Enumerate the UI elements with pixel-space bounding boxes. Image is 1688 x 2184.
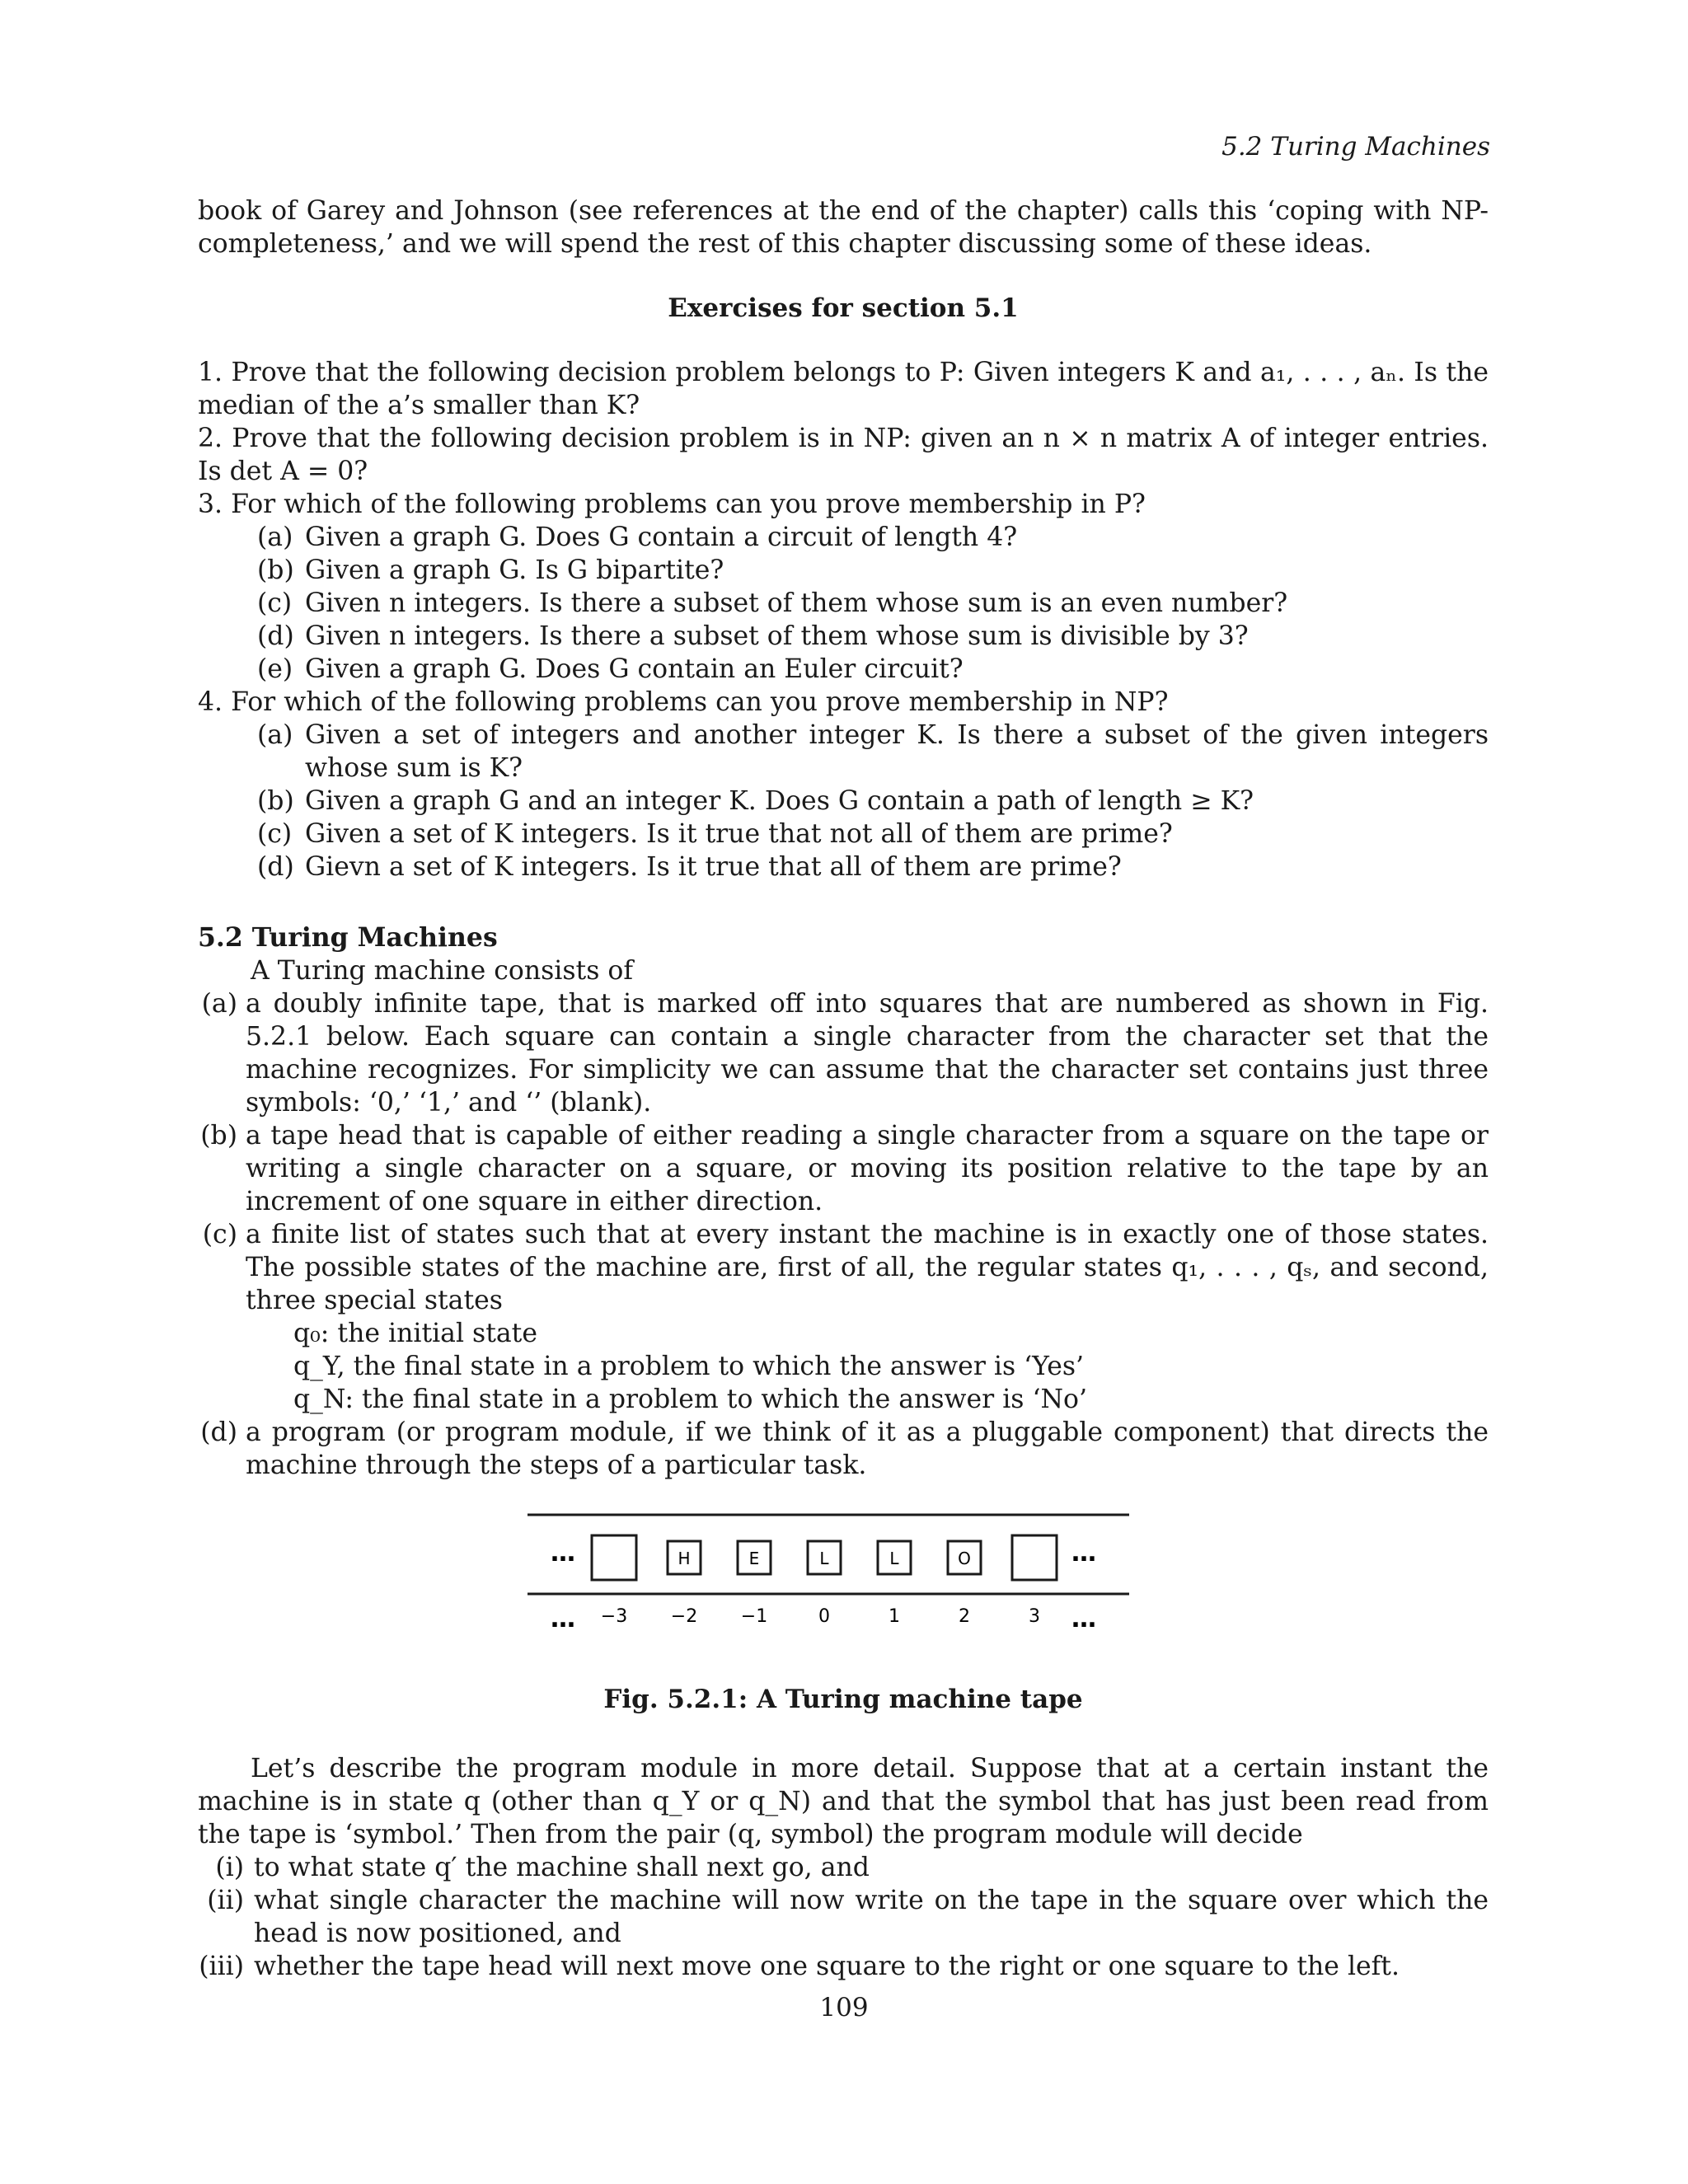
exercise-3d bbox=[257, 620, 1489, 653]
page-content bbox=[198, 194, 1489, 1983]
sub-label: (c) bbox=[257, 819, 293, 849]
sub-label: (c) bbox=[257, 588, 293, 618]
item-text: a doubly infinite tape, that is marked off into squares that are numbered as shown in Fig. 5.2.1 below. Each square can contain a single character from the character set that the machine recognizes. For simplicity we can assume that the character set contains just three symbols: ‘0,’ ‘1,’ and ‘’ (blank). bbox=[246, 989, 1489, 1118]
exercise-3 bbox=[198, 488, 1489, 686]
sub-text: Given n integers. Is there a subset of them whose sum is divisible by 3? bbox=[305, 621, 1249, 651]
sub-label: (d) bbox=[257, 852, 294, 882]
item-text: a finite list of states such that at every instant the machine is in exactly one of those states. The possible states of the machine are, first of all, the regular states q₁, . . . , qₛ, and second, three special states bbox=[246, 1220, 1489, 1315]
component-tape bbox=[198, 987, 1489, 1119]
exercises-heading: Exercises for section 5.1 bbox=[668, 293, 1019, 323]
tape-index-label: 0 bbox=[818, 1606, 830, 1627]
tape-symbol: L bbox=[889, 1549, 899, 1568]
exercise-list bbox=[198, 356, 1489, 883]
state-initial: q₀: the initial state bbox=[293, 1319, 537, 1348]
tape-diagram bbox=[528, 1507, 1170, 1663]
item-text: whether the tape head will next move one square to the right or one square to the left. bbox=[254, 1952, 1400, 1981]
section-intro: A Turing machine consists of bbox=[251, 956, 634, 986]
sub-label: (a) bbox=[257, 720, 293, 750]
tape-square bbox=[1012, 1535, 1057, 1580]
sub-label: (d) bbox=[257, 621, 294, 651]
item-text: a tape head that is capable of either reading a single character from a square on the tape or writing a single character on a square, or moving its position relative to the tape by an increment of one square in either direction. bbox=[246, 1121, 1489, 1216]
sub-label: (b) bbox=[257, 786, 294, 816]
sub-text: Given n integers. Is there a subset of them whose sum is an even number? bbox=[305, 588, 1288, 618]
exercise-3a bbox=[257, 521, 1489, 554]
tape-symbol: L bbox=[819, 1549, 829, 1568]
exercise-2: 2. Prove that the following decision problem is in NP: given an n × n matrix A of integer entries. Is det A = 0? bbox=[198, 424, 1489, 486]
tape-index-label: −2 bbox=[670, 1606, 698, 1627]
sub-text: Given a graph G and an integer K. Does G contain a path of length ≥ K? bbox=[305, 786, 1254, 816]
figure-turing-tape bbox=[198, 1507, 1489, 1729]
component-states bbox=[198, 1218, 1489, 1416]
running-head: 5.2 Turing Machines bbox=[1221, 132, 1490, 162]
exercise-3b bbox=[257, 554, 1489, 587]
exercise-4d bbox=[257, 851, 1489, 883]
tape-index-label: −3 bbox=[600, 1606, 628, 1627]
exercise-4-sublist bbox=[257, 719, 1489, 883]
index-ellipsis-left: … bbox=[551, 1605, 575, 1633]
sub-text: Given a set of K integers. Is it true that not all of them are prime? bbox=[305, 819, 1173, 849]
tape-cells bbox=[592, 1535, 1057, 1580]
page-number: 109 bbox=[819, 1993, 869, 2022]
sub-label: (a) bbox=[257, 523, 293, 552]
item-label: (b) bbox=[200, 1121, 237, 1151]
exercise-4-prompt: 4. For which of the following problems can you prove membership in NP? bbox=[198, 687, 1169, 717]
item-label: (i) bbox=[215, 1853, 244, 1882]
program-paragraph: Let’s describe the program module in more detail. Suppose that at a certain instant the machine is in state q (other than q_Y or q_N) and that the symbol that has just been read from the tape is ‘symbol.’ Then from the pair (q, symbol) the program module will decide bbox=[198, 1754, 1489, 1849]
sub-label: (b) bbox=[257, 555, 294, 585]
tape-ellipsis-right: … bbox=[1071, 1539, 1096, 1568]
turing-components-list bbox=[198, 987, 1489, 1482]
tape-index-label: 1 bbox=[889, 1606, 900, 1627]
section-heading: 5.2 Turing Machines bbox=[198, 922, 498, 953]
tape-indices bbox=[601, 1606, 1040, 1627]
opening-paragraph: book of Garey and Johnson (see references at the end of the chapter) calls this ‘coping with NP-completeness,’ and we will spend the rest of this chapter discussing some of these ideas. bbox=[198, 196, 1489, 259]
exercise-4c bbox=[257, 818, 1489, 851]
exercise-3e bbox=[257, 653, 1489, 686]
item-text: to what state q′ the machine shall next go, and bbox=[254, 1853, 870, 1882]
program-decisions-list bbox=[198, 1851, 1489, 1983]
exercise-1: 1. Prove that the following decision problem belongs to P: Given integers K and a₁, . . . , aₙ. Is the median of the a’s smaller than K? bbox=[198, 358, 1489, 420]
tape-square bbox=[592, 1535, 636, 1580]
tape-index-label: −1 bbox=[740, 1606, 768, 1627]
item-label: (ii) bbox=[207, 1886, 244, 1915]
tape-index-label: 3 bbox=[1029, 1606, 1040, 1627]
state-yes: q_Y, the final state in a problem to which the answer is ‘Yes’ bbox=[293, 1352, 1085, 1381]
decision-write-char bbox=[198, 1884, 1489, 1950]
item-label: (iii) bbox=[199, 1952, 244, 1981]
item-text: what single character the machine will now write on the tape in the square over which the head is now positioned, and bbox=[254, 1886, 1489, 1948]
decision-next-state bbox=[198, 1851, 1489, 1884]
sub-text: Given a graph G. Does G contain a circuit of length 4? bbox=[305, 523, 1018, 552]
component-tape-head bbox=[198, 1119, 1489, 1218]
sub-text: Given a graph G. Does G contain an Euler circuit? bbox=[305, 654, 964, 684]
item-text: a program (or program module, if we think of it as a pluggable component) that directs the machine through the steps of a particular task. bbox=[246, 1418, 1489, 1480]
tape-symbol: E bbox=[748, 1549, 760, 1568]
exercise-4a bbox=[257, 719, 1489, 785]
index-ellipsis-right: … bbox=[1071, 1605, 1096, 1633]
decision-move-head bbox=[198, 1950, 1489, 1983]
sub-text: Gievn a set of K integers. Is it true that all of them are prime? bbox=[305, 852, 1122, 882]
tape-symbol: H bbox=[678, 1549, 691, 1568]
sub-label: (e) bbox=[257, 654, 293, 684]
tape-index-label: 2 bbox=[959, 1606, 970, 1627]
exercise-3c bbox=[257, 587, 1489, 620]
exercise-4b bbox=[257, 785, 1489, 818]
sub-text: Given a set of integers and another integer K. Is there a subset of the given integers whose sum is K? bbox=[305, 720, 1489, 783]
sub-text: Given a graph G. Is G bipartite? bbox=[305, 555, 724, 585]
tape-symbol: O bbox=[958, 1549, 971, 1568]
item-label: (c) bbox=[202, 1220, 237, 1249]
component-program bbox=[198, 1416, 1489, 1482]
exercise-4 bbox=[198, 686, 1489, 883]
item-label: (a) bbox=[201, 989, 237, 1019]
special-states-list bbox=[293, 1317, 1489, 1416]
tape-ellipsis-left: … bbox=[551, 1539, 575, 1568]
figure-caption: Fig. 5.2.1: A Turing machine tape bbox=[603, 1685, 1083, 1714]
exercise-3-sublist bbox=[257, 521, 1489, 686]
state-no: q_N: the final state in a problem to which the answer is ‘No’ bbox=[293, 1385, 1087, 1414]
item-label: (d) bbox=[200, 1418, 237, 1447]
exercise-3-prompt: 3. For which of the following problems can you prove membership in P? bbox=[198, 490, 1146, 519]
